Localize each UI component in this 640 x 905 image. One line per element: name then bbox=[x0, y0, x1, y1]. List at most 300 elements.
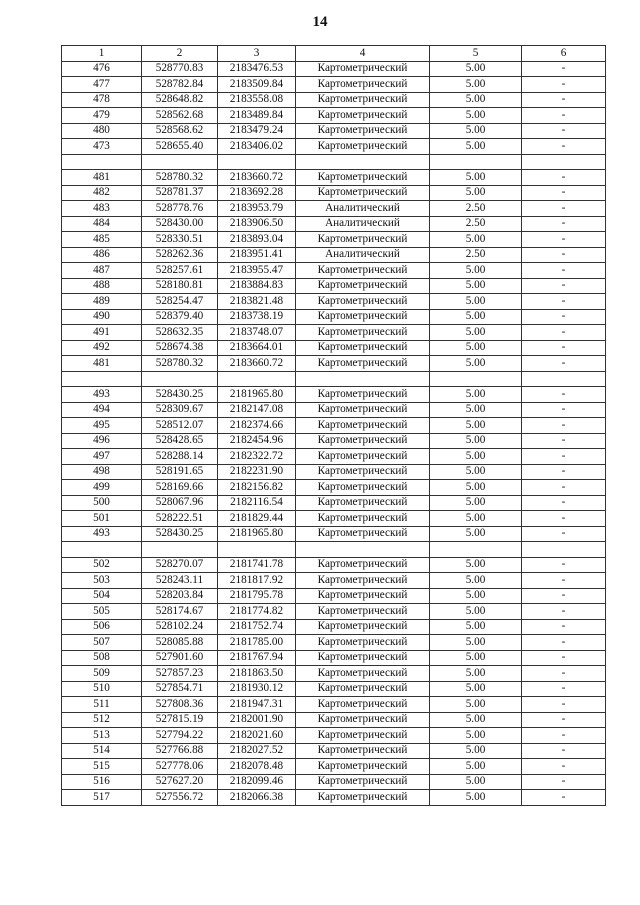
table-row bbox=[62, 340, 606, 356]
y-coordinate-cell: 2183558.08 bbox=[218, 92, 296, 108]
accuracy-cell: 5.00 bbox=[430, 635, 522, 651]
y-coordinate-cell: 2183509.84 bbox=[218, 77, 296, 93]
accuracy-cell: 5.00 bbox=[430, 495, 522, 511]
x-coordinate-cell: 528780.32 bbox=[142, 356, 218, 372]
table-row bbox=[62, 325, 606, 341]
method-cell: Картометрический bbox=[296, 61, 430, 77]
accuracy-cell: 5.00 bbox=[430, 402, 522, 418]
y-coordinate-cell bbox=[218, 371, 296, 387]
y-coordinate-cell: 2182116.54 bbox=[218, 495, 296, 511]
y-coordinate-cell: 2183406.02 bbox=[218, 139, 296, 155]
table-row bbox=[62, 619, 606, 635]
point-number-cell: 506 bbox=[62, 619, 142, 635]
y-coordinate-cell: 2183476.53 bbox=[218, 61, 296, 77]
x-coordinate-cell: 528243.11 bbox=[142, 573, 218, 589]
description-cell: - bbox=[522, 759, 606, 775]
method-cell: Картометрический bbox=[296, 356, 430, 372]
point-number-cell: 483 bbox=[62, 201, 142, 217]
x-coordinate-cell: 528174.67 bbox=[142, 604, 218, 620]
point-number-cell: 481 bbox=[62, 356, 142, 372]
table-row bbox=[62, 263, 606, 279]
description-cell: - bbox=[522, 790, 606, 806]
method-cell: Картометрический bbox=[296, 232, 430, 248]
y-coordinate-cell: 2183884.83 bbox=[218, 278, 296, 294]
x-coordinate-cell: 528674.38 bbox=[142, 340, 218, 356]
separator-row bbox=[62, 542, 606, 558]
point-number-cell: 490 bbox=[62, 309, 142, 325]
y-coordinate-cell: 2182147.08 bbox=[218, 402, 296, 418]
description-cell: - bbox=[522, 511, 606, 527]
x-coordinate-cell: 527857.23 bbox=[142, 666, 218, 682]
table-row bbox=[62, 557, 606, 573]
description-cell: - bbox=[522, 139, 606, 155]
table-row bbox=[62, 139, 606, 155]
point-number-cell: 515 bbox=[62, 759, 142, 775]
table-row bbox=[62, 604, 606, 620]
table-row bbox=[62, 464, 606, 480]
method-cell: Картометрический bbox=[296, 139, 430, 155]
description-cell: - bbox=[522, 557, 606, 573]
y-coordinate-cell: 2183479.24 bbox=[218, 123, 296, 139]
method-cell: Картометрический bbox=[296, 263, 430, 279]
method-cell: Картометрический bbox=[296, 433, 430, 449]
x-coordinate-cell: 527778.06 bbox=[142, 759, 218, 775]
coordinates-table bbox=[61, 45, 606, 806]
point-number-cell: 509 bbox=[62, 666, 142, 682]
method-cell: Картометрический bbox=[296, 170, 430, 186]
accuracy-cell: 5.00 bbox=[430, 340, 522, 356]
point-number-cell: 500 bbox=[62, 495, 142, 511]
point-number-cell bbox=[62, 371, 142, 387]
table-row bbox=[62, 743, 606, 759]
y-coordinate-cell: 2181774.82 bbox=[218, 604, 296, 620]
x-coordinate-cell: 528648.82 bbox=[142, 92, 218, 108]
table-row bbox=[62, 402, 606, 418]
x-coordinate-cell: 528778.76 bbox=[142, 201, 218, 217]
table-body bbox=[62, 61, 606, 805]
description-cell bbox=[522, 154, 606, 170]
description-cell: - bbox=[522, 697, 606, 713]
accuracy-cell: 5.00 bbox=[430, 666, 522, 682]
method-cell: Картометрический bbox=[296, 108, 430, 124]
point-number-cell: 473 bbox=[62, 139, 142, 155]
y-coordinate-cell: 2182231.90 bbox=[218, 464, 296, 480]
y-coordinate-cell: 2181829.44 bbox=[218, 511, 296, 527]
method-cell: Картометрический bbox=[296, 619, 430, 635]
x-coordinate-cell: 528430.25 bbox=[142, 387, 218, 403]
description-cell: - bbox=[522, 526, 606, 542]
table-row bbox=[62, 449, 606, 465]
y-coordinate-cell: 2181767.94 bbox=[218, 650, 296, 666]
accuracy-cell: 5.00 bbox=[430, 681, 522, 697]
x-coordinate-cell: 528262.36 bbox=[142, 247, 218, 263]
description-cell: - bbox=[522, 294, 606, 310]
point-number-cell: 480 bbox=[62, 123, 142, 139]
x-coordinate-cell: 528102.24 bbox=[142, 619, 218, 635]
y-coordinate-cell: 2182078.48 bbox=[218, 759, 296, 775]
method-cell: Картометрический bbox=[296, 573, 430, 589]
method-cell bbox=[296, 154, 430, 170]
method-cell: Картометрический bbox=[296, 728, 430, 744]
table-row bbox=[62, 61, 606, 77]
point-number-cell: 491 bbox=[62, 325, 142, 341]
method-cell: Картометрический bbox=[296, 712, 430, 728]
description-cell: - bbox=[522, 216, 606, 232]
y-coordinate-cell: 2182001.90 bbox=[218, 712, 296, 728]
point-number-cell bbox=[62, 542, 142, 558]
table-row bbox=[62, 387, 606, 403]
x-coordinate-cell: 528655.40 bbox=[142, 139, 218, 155]
y-coordinate-cell: 2182374.66 bbox=[218, 418, 296, 434]
y-coordinate-cell: 2182021.60 bbox=[218, 728, 296, 744]
method-cell bbox=[296, 542, 430, 558]
accuracy-cell: 5.00 bbox=[430, 588, 522, 604]
y-coordinate-cell: 2182454.96 bbox=[218, 433, 296, 449]
point-number-cell: 486 bbox=[62, 247, 142, 263]
point-number-cell: 482 bbox=[62, 185, 142, 201]
x-coordinate-cell: 528780.32 bbox=[142, 170, 218, 186]
description-cell bbox=[522, 542, 606, 558]
description-cell: - bbox=[522, 356, 606, 372]
point-number-cell: 517 bbox=[62, 790, 142, 806]
description-cell: - bbox=[522, 635, 606, 651]
y-coordinate-cell: 2183748.07 bbox=[218, 325, 296, 341]
accuracy-cell: 5.00 bbox=[430, 511, 522, 527]
description-cell: - bbox=[522, 712, 606, 728]
column-header: 3 bbox=[218, 46, 296, 62]
table-row bbox=[62, 681, 606, 697]
table-row bbox=[62, 185, 606, 201]
accuracy-cell bbox=[430, 542, 522, 558]
table-row bbox=[62, 294, 606, 310]
y-coordinate-cell: 2183489.84 bbox=[218, 108, 296, 124]
point-number-cell: 512 bbox=[62, 712, 142, 728]
separator-row bbox=[62, 371, 606, 387]
method-cell: Картометрический bbox=[296, 743, 430, 759]
description-cell: - bbox=[522, 232, 606, 248]
column-header: 6 bbox=[522, 46, 606, 62]
y-coordinate-cell: 2181930.12 bbox=[218, 681, 296, 697]
x-coordinate-cell: 528254.47 bbox=[142, 294, 218, 310]
y-coordinate-cell bbox=[218, 154, 296, 170]
description-cell: - bbox=[522, 325, 606, 341]
description-cell: - bbox=[522, 619, 606, 635]
table-row bbox=[62, 418, 606, 434]
point-number-cell: 484 bbox=[62, 216, 142, 232]
y-coordinate-cell: 2183951.41 bbox=[218, 247, 296, 263]
y-coordinate-cell: 2183893.04 bbox=[218, 232, 296, 248]
method-cell: Картометрический bbox=[296, 635, 430, 651]
x-coordinate-cell: 527627.20 bbox=[142, 774, 218, 790]
accuracy-cell bbox=[430, 371, 522, 387]
description-cell: - bbox=[522, 774, 606, 790]
column-header: 1 bbox=[62, 46, 142, 62]
y-coordinate-cell: 2183821.48 bbox=[218, 294, 296, 310]
description-cell: - bbox=[522, 340, 606, 356]
method-cell: Картометрический bbox=[296, 77, 430, 93]
y-coordinate-cell: 2181947.31 bbox=[218, 697, 296, 713]
x-coordinate-cell: 528430.25 bbox=[142, 526, 218, 542]
accuracy-cell: 5.00 bbox=[430, 449, 522, 465]
y-coordinate-cell: 2182066.38 bbox=[218, 790, 296, 806]
point-number-cell: 504 bbox=[62, 588, 142, 604]
x-coordinate-cell: 527794.22 bbox=[142, 728, 218, 744]
table-row bbox=[62, 309, 606, 325]
accuracy-cell: 2.50 bbox=[430, 247, 522, 263]
x-coordinate-cell: 528191.65 bbox=[142, 464, 218, 480]
accuracy-cell: 5.00 bbox=[430, 387, 522, 403]
description-cell: - bbox=[522, 464, 606, 480]
point-number-cell: 510 bbox=[62, 681, 142, 697]
table-row bbox=[62, 433, 606, 449]
x-coordinate-cell: 528169.66 bbox=[142, 480, 218, 496]
accuracy-cell: 5.00 bbox=[430, 728, 522, 744]
x-coordinate-cell: 527766.88 bbox=[142, 743, 218, 759]
method-cell: Картометрический bbox=[296, 666, 430, 682]
method-cell: Аналитический bbox=[296, 247, 430, 263]
description-cell: - bbox=[522, 418, 606, 434]
method-cell: Картометрический bbox=[296, 650, 430, 666]
accuracy-cell: 5.00 bbox=[430, 309, 522, 325]
point-number-cell: 489 bbox=[62, 294, 142, 310]
description-cell: - bbox=[522, 92, 606, 108]
table-row bbox=[62, 201, 606, 217]
y-coordinate-cell: 2183660.72 bbox=[218, 170, 296, 186]
method-cell: Картометрический bbox=[296, 92, 430, 108]
description-cell: - bbox=[522, 263, 606, 279]
accuracy-cell: 5.00 bbox=[430, 650, 522, 666]
description-cell: - bbox=[522, 247, 606, 263]
method-cell: Картометрический bbox=[296, 759, 430, 775]
accuracy-cell: 5.00 bbox=[430, 185, 522, 201]
page-number: 14 bbox=[312, 14, 328, 30]
table-row bbox=[62, 697, 606, 713]
x-coordinate-cell: 528512.07 bbox=[142, 418, 218, 434]
table-row bbox=[62, 480, 606, 496]
y-coordinate-cell: 2181752.74 bbox=[218, 619, 296, 635]
point-number-cell: 502 bbox=[62, 557, 142, 573]
point-number-cell: 495 bbox=[62, 418, 142, 434]
x-coordinate-cell: 528379.40 bbox=[142, 309, 218, 325]
accuracy-cell bbox=[430, 154, 522, 170]
description-cell: - bbox=[522, 433, 606, 449]
point-number-cell: 493 bbox=[62, 387, 142, 403]
description-cell: - bbox=[522, 278, 606, 294]
accuracy-cell: 5.00 bbox=[430, 759, 522, 775]
x-coordinate-cell: 528270.07 bbox=[142, 557, 218, 573]
method-cell: Картометрический bbox=[296, 185, 430, 201]
accuracy-cell: 5.00 bbox=[430, 712, 522, 728]
table-row bbox=[62, 759, 606, 775]
point-number-cell: 514 bbox=[62, 743, 142, 759]
y-coordinate-cell: 2181863.50 bbox=[218, 666, 296, 682]
x-coordinate-cell: 527815.19 bbox=[142, 712, 218, 728]
x-coordinate-cell: 527901.60 bbox=[142, 650, 218, 666]
x-coordinate-cell: 527808.36 bbox=[142, 697, 218, 713]
table-row bbox=[62, 216, 606, 232]
description-cell: - bbox=[522, 170, 606, 186]
x-coordinate-cell: 528067.96 bbox=[142, 495, 218, 511]
accuracy-cell: 5.00 bbox=[430, 170, 522, 186]
x-coordinate-cell: 527556.72 bbox=[142, 790, 218, 806]
point-number-cell bbox=[62, 154, 142, 170]
accuracy-cell: 5.00 bbox=[430, 77, 522, 93]
point-number-cell: 494 bbox=[62, 402, 142, 418]
x-coordinate-cell: 528222.51 bbox=[142, 511, 218, 527]
y-coordinate-cell: 2181795.78 bbox=[218, 588, 296, 604]
method-cell: Картометрический bbox=[296, 557, 430, 573]
table-row bbox=[62, 573, 606, 589]
description-cell: - bbox=[522, 309, 606, 325]
point-number-cell: 488 bbox=[62, 278, 142, 294]
accuracy-cell: 5.00 bbox=[430, 123, 522, 139]
y-coordinate-cell: 2183953.79 bbox=[218, 201, 296, 217]
point-number-cell: 498 bbox=[62, 464, 142, 480]
y-coordinate-cell: 2182027.52 bbox=[218, 743, 296, 759]
x-coordinate-cell: 528288.14 bbox=[142, 449, 218, 465]
description-cell: - bbox=[522, 201, 606, 217]
x-coordinate-cell: 528568.62 bbox=[142, 123, 218, 139]
point-number-cell: 508 bbox=[62, 650, 142, 666]
method-cell: Картометрический bbox=[296, 340, 430, 356]
description-cell: - bbox=[522, 387, 606, 403]
description-cell: - bbox=[522, 604, 606, 620]
x-coordinate-cell: 528257.61 bbox=[142, 263, 218, 279]
point-number-cell: 485 bbox=[62, 232, 142, 248]
separator-row bbox=[62, 154, 606, 170]
accuracy-cell: 5.00 bbox=[430, 433, 522, 449]
table-row bbox=[62, 108, 606, 124]
table-row bbox=[62, 774, 606, 790]
table-row bbox=[62, 123, 606, 139]
accuracy-cell: 5.00 bbox=[430, 92, 522, 108]
method-cell: Картометрический bbox=[296, 418, 430, 434]
description-cell: - bbox=[522, 728, 606, 744]
x-coordinate-cell: 528180.81 bbox=[142, 278, 218, 294]
point-number-cell: 496 bbox=[62, 433, 142, 449]
y-coordinate-cell: 2181817.92 bbox=[218, 573, 296, 589]
x-coordinate-cell: 528781.37 bbox=[142, 185, 218, 201]
method-cell: Картометрический bbox=[296, 697, 430, 713]
accuracy-cell: 5.00 bbox=[430, 604, 522, 620]
accuracy-cell: 2.50 bbox=[430, 201, 522, 217]
point-number-cell: 497 bbox=[62, 449, 142, 465]
accuracy-cell: 5.00 bbox=[430, 418, 522, 434]
table-row bbox=[62, 712, 606, 728]
accuracy-cell: 5.00 bbox=[430, 464, 522, 480]
accuracy-cell: 5.00 bbox=[430, 278, 522, 294]
description-cell: - bbox=[522, 185, 606, 201]
description-cell: - bbox=[522, 666, 606, 682]
description-cell: - bbox=[522, 123, 606, 139]
table-row bbox=[62, 77, 606, 93]
accuracy-cell: 5.00 bbox=[430, 619, 522, 635]
point-number-cell: 511 bbox=[62, 697, 142, 713]
point-number-cell: 492 bbox=[62, 340, 142, 356]
method-cell: Картометрический bbox=[296, 588, 430, 604]
column-header: 4 bbox=[296, 46, 430, 62]
point-number-cell: 476 bbox=[62, 61, 142, 77]
method-cell: Картометрический bbox=[296, 681, 430, 697]
point-number-cell: 505 bbox=[62, 604, 142, 620]
table-row bbox=[62, 790, 606, 806]
table-row bbox=[62, 511, 606, 527]
table-row bbox=[62, 92, 606, 108]
description-cell: - bbox=[522, 77, 606, 93]
point-number-cell: 477 bbox=[62, 77, 142, 93]
point-number-cell: 516 bbox=[62, 774, 142, 790]
accuracy-cell: 5.00 bbox=[430, 356, 522, 372]
x-coordinate-cell bbox=[142, 371, 218, 387]
method-cell: Картометрический bbox=[296, 387, 430, 403]
description-cell: - bbox=[522, 108, 606, 124]
column-header: 5 bbox=[430, 46, 522, 62]
accuracy-cell: 5.00 bbox=[430, 263, 522, 279]
description-cell: - bbox=[522, 743, 606, 759]
accuracy-cell: 5.00 bbox=[430, 743, 522, 759]
table-row bbox=[62, 728, 606, 744]
y-coordinate-cell: 2183692.28 bbox=[218, 185, 296, 201]
accuracy-cell: 5.00 bbox=[430, 325, 522, 341]
y-coordinate-cell: 2183660.72 bbox=[218, 356, 296, 372]
x-coordinate-cell: 528632.35 bbox=[142, 325, 218, 341]
y-coordinate-cell: 2181965.80 bbox=[218, 387, 296, 403]
y-coordinate-cell: 2182322.72 bbox=[218, 449, 296, 465]
accuracy-cell: 5.00 bbox=[430, 697, 522, 713]
method-cell: Аналитический bbox=[296, 201, 430, 217]
point-number-cell: 481 bbox=[62, 170, 142, 186]
method-cell: Картометрический bbox=[296, 325, 430, 341]
x-coordinate-cell: 528330.51 bbox=[142, 232, 218, 248]
x-coordinate-cell: 528562.68 bbox=[142, 108, 218, 124]
method-cell: Картометрический bbox=[296, 511, 430, 527]
description-cell: - bbox=[522, 495, 606, 511]
description-cell: - bbox=[522, 573, 606, 589]
x-coordinate-cell: 528782.84 bbox=[142, 77, 218, 93]
method-cell bbox=[296, 371, 430, 387]
y-coordinate-cell: 2183738.19 bbox=[218, 309, 296, 325]
table-row bbox=[62, 232, 606, 248]
accuracy-cell: 5.00 bbox=[430, 774, 522, 790]
method-cell: Картометрический bbox=[296, 464, 430, 480]
y-coordinate-cell: 2181785.00 bbox=[218, 635, 296, 651]
accuracy-cell: 5.00 bbox=[430, 790, 522, 806]
method-cell: Картометрический bbox=[296, 123, 430, 139]
method-cell: Картометрический bbox=[296, 495, 430, 511]
table-row bbox=[62, 650, 606, 666]
x-coordinate-cell: 528203.84 bbox=[142, 588, 218, 604]
description-cell: - bbox=[522, 61, 606, 77]
table-row bbox=[62, 588, 606, 604]
point-number-cell: 479 bbox=[62, 108, 142, 124]
point-number-cell: 507 bbox=[62, 635, 142, 651]
accuracy-cell: 5.00 bbox=[430, 108, 522, 124]
point-number-cell: 478 bbox=[62, 92, 142, 108]
x-coordinate-cell bbox=[142, 542, 218, 558]
method-cell: Картометрический bbox=[296, 449, 430, 465]
x-coordinate-cell: 527854.71 bbox=[142, 681, 218, 697]
point-number-cell: 499 bbox=[62, 480, 142, 496]
accuracy-cell: 5.00 bbox=[430, 61, 522, 77]
method-cell: Картометрический bbox=[296, 309, 430, 325]
x-coordinate-cell: 528309.67 bbox=[142, 402, 218, 418]
column-header: 2 bbox=[142, 46, 218, 62]
point-number-cell: 493 bbox=[62, 526, 142, 542]
method-cell: Картометрический bbox=[296, 294, 430, 310]
description-cell: - bbox=[522, 588, 606, 604]
table-row bbox=[62, 356, 606, 372]
y-coordinate-cell: 2181741.78 bbox=[218, 557, 296, 573]
